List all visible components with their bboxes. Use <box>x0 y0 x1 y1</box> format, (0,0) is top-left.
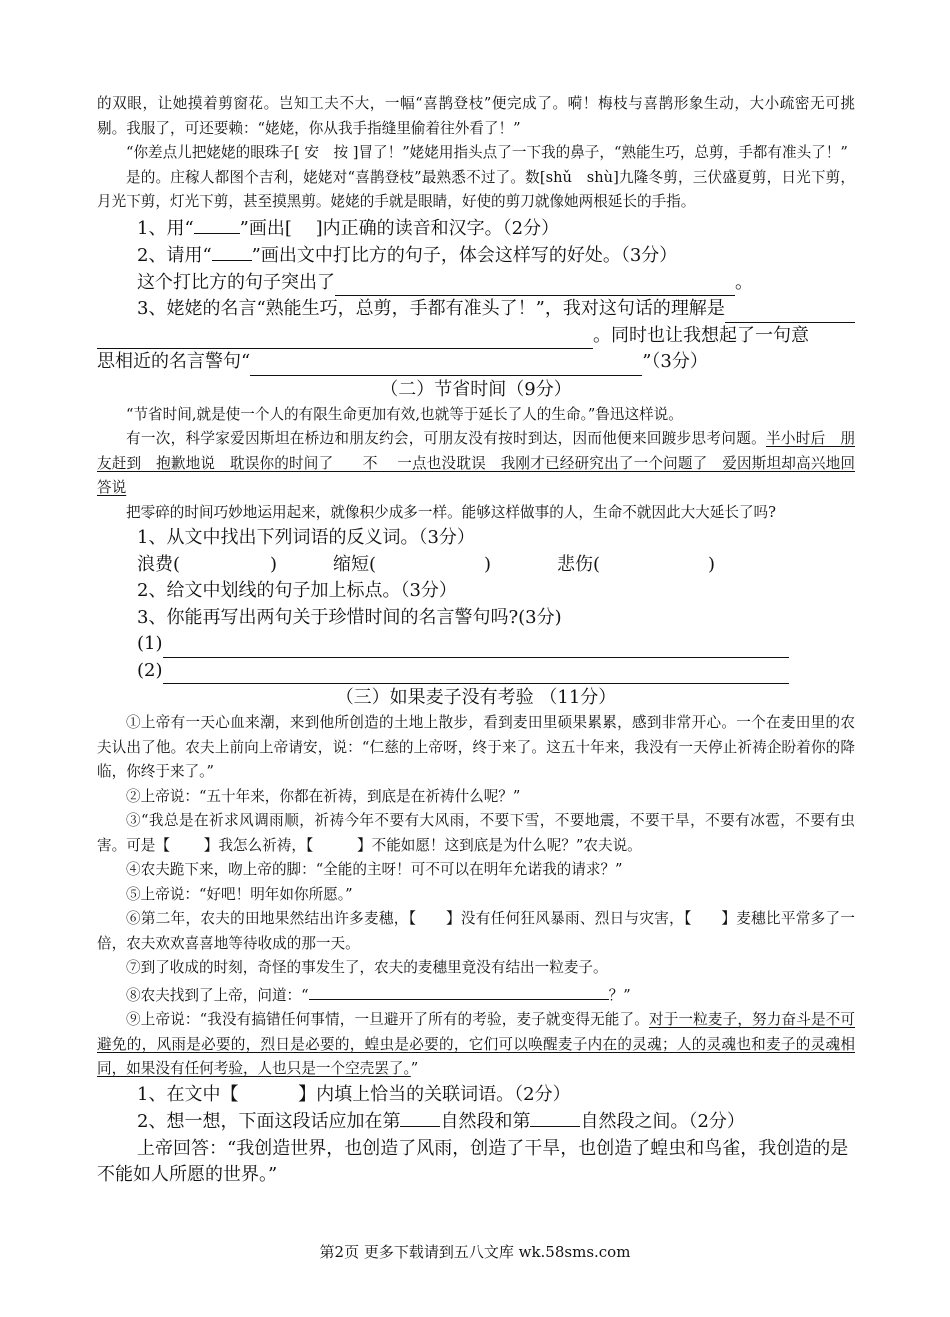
antonym-suoduan[interactable]: 缩短( ) <box>333 553 492 575</box>
section2-question-2: 2、给文中划线的句子加上标点。（3分） <box>137 580 457 601</box>
section3-question-1: 1、在文中【 】内填上恰当的关联词语。（2分） <box>137 1083 571 1105</box>
answer-line[interactable] <box>97 328 593 349</box>
section2-paragraph: 有一次，科学家爱因斯坦在桥边和朋友约会，可朋友没有按时到达，因而他便来回踱步思考问题。半小时后 朋友赶到 抱歉地说 耽误你的时间了 不 一点也没耽误 我刚才已经研究出了一个问题了 爱因斯坦却高兴地回答说 <box>97 430 855 496</box>
passage1-question-1: 1、用“ ”画出[ ]内正确的读音和汉字。（2分） <box>97 215 855 243</box>
section3-question-2: 2、想一想，下面这段话应加在第 自然段和第 自然段之间。（2分） <box>97 1108 855 1136</box>
answer-line[interactable] <box>163 663 789 684</box>
antonym-row <box>97 552 855 579</box>
passage1-paragraph: 是的。庄稼人都图个吉利，姥姥对“喜鹊登枝”最熟悉不过了。数[shǔ shù]九隆冬剪，三伏盛夏剪，日光下剪，月光下剪，灯光下剪，甚至摸黑剪。姥姥的手就是眼睛，好使的剪刀就像她两根延长的手指。 <box>97 168 855 210</box>
quote-line-2: (2) <box>97 658 855 685</box>
section3-paragraph-3: ③“我总是在祈求风调雨顺，祈祷今年不要有大风雨，不要下雪，不要地震，不要干旱，不要有冰雹，不要有虫害。可是【 】我怎么祈祷，【 】不能如愿！这到底是为什么呢？”农夫说。 <box>97 812 855 854</box>
section3-paragraph-2: ②上帝说：“五十年来，你都在祈祷，到底是在祈祷什么呢？” <box>126 787 521 805</box>
section2-question-1: 1、从文中找出下列词语的反义词。（3分） <box>137 527 475 548</box>
answer-blank[interactable] <box>212 242 252 261</box>
answer-line[interactable] <box>335 275 735 296</box>
underlined-sentence: 对于一粒麦子，努力奋斗是不可避免的，风雨是必要的，烈日是必要的，蝗虫是必要的，它们可以唤醒麦子内在的灵魂；人的灵魂也和麦子的灵魂相同，如果没有任何考验，人也只是一个空壳罢了。 <box>97 1011 855 1077</box>
section3-paragraph-1: ①上帝有一天心血来潮，来到他所创造的土地上散步，看到麦田里硕果累累，感到非常开心。一个在麦田里的农夫认出了他。农夫上前向上帝请安，说：“仁慈的上帝呀，终于来了。这五十年来，我没有一天停止祈祷企盼着你的降临，你终于来了。” <box>97 714 855 780</box>
passage1-question-3: 3、姥姥的名言“熟能生巧，总剪，手都有准头了！”，我对这句话的理解是 <box>97 296 855 323</box>
answer-blank[interactable] <box>194 215 240 234</box>
answer-blank[interactable] <box>309 981 609 1000</box>
section2-question-3: 3、你能再写出两句关于珍惜时间的名言警句吗?(3分) <box>137 606 562 628</box>
section3-question-2-text: 上帝回答：“我创造世界，也创造了风雨，创造了干旱，也创造了蝗虫和鸟雀，我创造的是不能如人所愿的世界。” <box>97 1137 849 1185</box>
section3-paragraph-7: ⑦到了收成的时刻，奇怪的事发生了，农夫的麦穗里竟没有结出一粒麦子。 <box>126 959 608 976</box>
passage1-question-2-answer: 这个打比方的句子突出了 。 <box>97 270 855 297</box>
answer-blank[interactable] <box>400 1108 440 1127</box>
section3-title: （三）如果麦子没有考验 （11分） <box>335 687 617 708</box>
passage1-paragraph: “你差点儿把姥姥的眼珠子[ 安 按 ]冒了！”姥姥用指头点了一下我的鼻子，“熟能生巧，总剪，手都有准头了！” <box>126 144 848 161</box>
section3-paragraph-9: ⑨上帝说：“我没有搞错任何事情，一旦避开了所有的考验，麦子就变得无能了。对于一粒麦子，努力奋斗是不可避免的，风雨是必要的，烈日是必要的，蝗虫是必要的，它们可以唤醒麦子内在的灵魂；人的灵魂也和麦子的灵魂相同，如果没有任何考验，人也只是一个空壳罢了。” <box>97 1011 855 1077</box>
answer-line[interactable] <box>725 302 855 323</box>
passage1-question-2: 2、请用“ ”画出文中打比方的句子，体会这样写的好处。（3分） <box>97 242 855 270</box>
section3-paragraph-5: ⑤上帝说：“好吧！明年如你所愿。” <box>126 885 353 903</box>
quote-line-1: (1) <box>97 631 855 658</box>
antonym-beishang[interactable]: 悲伤( ) <box>557 553 716 575</box>
passage1-paragraph: 的双眼，让她摸着剪窗花。岂知工夫不大，一幅“喜鹊登枝”便完成了。嗬！梅枝与喜鹊形象生动，大小疏密无可挑剔。我服了，可还要赖：“姥姥，你从我手指缝里偷着往外看了！” <box>97 95 855 137</box>
passage1-question-3-cont: 思相近的名言警句“ ”（3分） <box>97 349 855 376</box>
answer-line[interactable] <box>250 355 642 376</box>
page-footer: 第2页 更多下载请到五八文库 wk.58sms.com <box>319 1243 631 1261</box>
section3-paragraph-6: ⑥第二年，农夫的田地果然结出许多麦穗，【 】没有任何狂风暴雨、烈日与灾害，【 】麦穗比平常多了一倍，农夫欢欢喜喜地等待收成的那一天。 <box>97 910 855 952</box>
section3-paragraph-4: ④农夫跪下来，吻上帝的脚：“全能的主呀！可不可以在明年允诺我的请求？” <box>126 861 623 878</box>
answer-blank[interactable] <box>530 1108 580 1127</box>
section3-paragraph-8: ⑧农夫找到了上帝，问道：“ ？” <box>97 981 855 1009</box>
antonym-langfei[interactable]: 浪费( ) <box>137 553 278 575</box>
exam-page <box>97 92 855 1189</box>
section2-paragraph: “节省时间,就是使一个人的有限生命更加有效,也就等于延长了人的生命。”鲁迅这样说。 <box>126 405 683 423</box>
section2-title: （二）节省时间（9分） <box>380 378 572 400</box>
passage1-question-3-cont: 。同时也让我想起了一句意 <box>97 323 855 350</box>
answer-line[interactable] <box>163 637 789 658</box>
underlined-sentence: 半小时后 朋友赶到 抱歉地说 耽误你的时间了 不 一点也没耽误 我刚才已经研究出了一个问题了 爱因斯坦却高兴地回答说 <box>97 430 855 496</box>
section2-paragraph: 把零碎的时间巧妙地运用起来，就像积少成多一样。能够这样做事的人，生命不就因此大大延长了吗? <box>126 503 776 521</box>
